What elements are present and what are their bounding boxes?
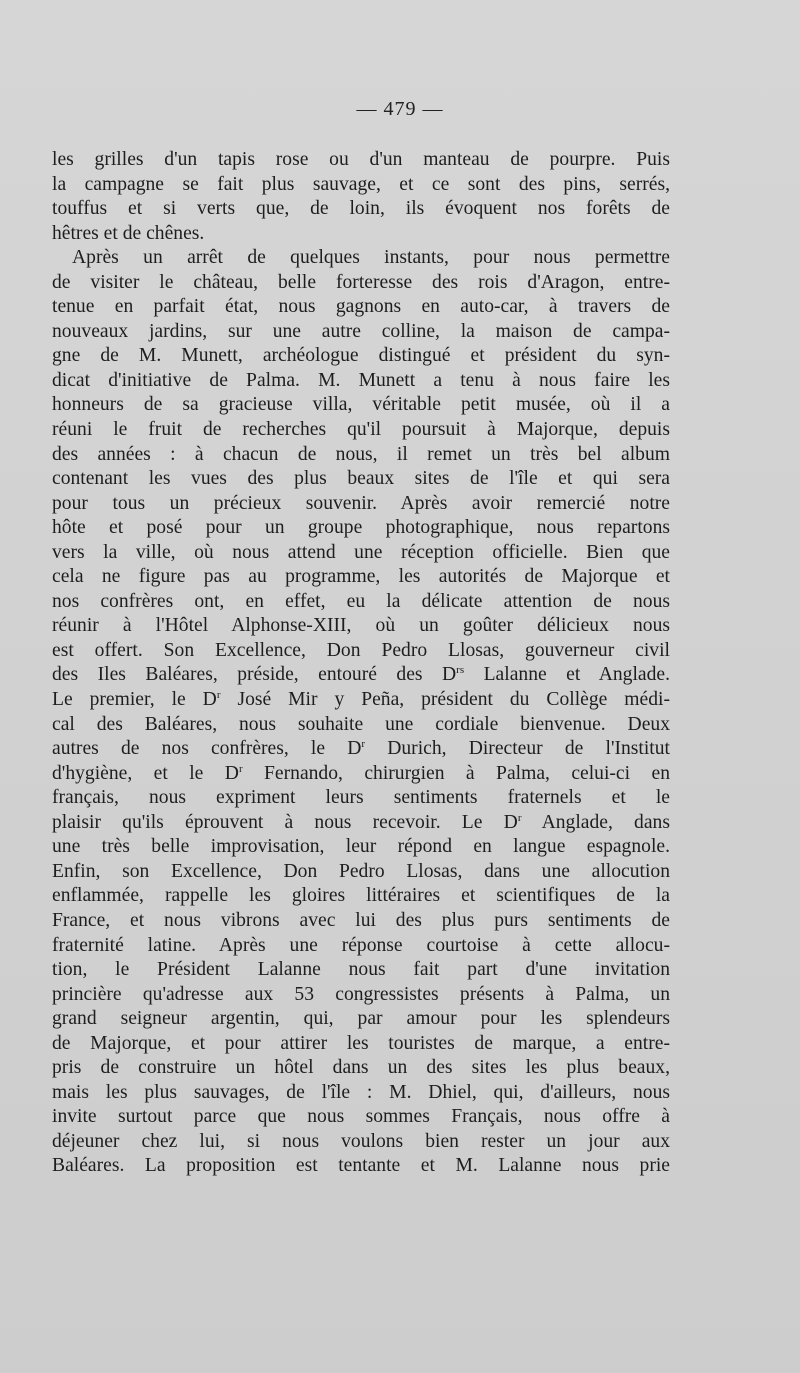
text-line: pris de construire un hôtel dans un des sites les plus beaux, <box>52 1057 670 1079</box>
text-line: de visiter le château, belle forteresse des rois d'Aragon, entre- <box>52 271 670 293</box>
text-line: pour tous un précieux souvenir. Après avoir remercié notre <box>52 492 670 514</box>
text-line: Après un arrêt de quelques instants, pour nous permettre <box>72 247 670 269</box>
text-line: est offert. Son Excellence, Don Pedro Llosas, gouverneur civil <box>52 639 670 661</box>
text-line: nos confrères ont, en effet, eu la délicate attention de nous <box>52 590 670 612</box>
text-line: gne de M. Munett, archéologue distingué et président du syn- <box>52 345 670 367</box>
line-head: Le premier, le D <box>52 689 217 711</box>
text-line: princière qu'adresse aux 53 congressistes présents à Palma, un <box>52 983 670 1005</box>
text-line: cal des Baléares, nous souhaite une cordiale bienvenue. Deux <box>52 713 670 735</box>
text-line: vers la ville, où nous attend une réception officielle. Bien que <box>52 541 670 563</box>
superscript: r <box>238 762 243 775</box>
text-line: invite surtout parce que nous sommes Français, nous offre à <box>52 1106 670 1128</box>
line-head: d'hygiène, et le D <box>52 762 239 784</box>
superscript: r <box>517 811 522 824</box>
line-tail: Fernando, chirurgien à Palma, celui-ci en <box>242 762 670 784</box>
text-line <box>52 737 670 762</box>
text-line <box>52 762 670 787</box>
text-line: nouveaux jardins, sur une autre colline, la maison de campa- <box>52 320 670 342</box>
text-line: une très belle improvisation, leur répond en langue espagnole. <box>52 836 670 858</box>
text-line: cela ne figure pas au programme, les autorités de Majorque et <box>52 566 670 588</box>
text-line: tion, le Président Lalanne nous fait part d'une invitation <box>52 959 670 981</box>
text-line <box>52 663 670 688</box>
text-line: tenue en parfait état, nous gagnons en auto-car, à travers de <box>52 296 670 318</box>
text-line: hôte et posé pour un groupe photographique, nous repartons <box>52 517 670 539</box>
line-head: autres de nos confrères, le D <box>52 738 362 760</box>
superscript: r <box>361 738 366 751</box>
page-number: — 479 — <box>356 98 444 120</box>
text-line: hêtres et de chênes. <box>52 222 205 244</box>
text-line: fraternité latine. Après une réponse courtoise à cette allocu- <box>52 934 670 956</box>
text-line: mais les plus sauvages, de l'île : M. Dhiel, qui, d'ailleurs, nous <box>52 1081 670 1103</box>
paragraph-2 <box>52 246 670 1179</box>
line-tail: Durich, Directeur de l'Institut <box>365 738 670 760</box>
superscript: r <box>216 689 221 702</box>
line-tail: Anglade, dans <box>521 811 670 833</box>
text-line: Enfin, son Excellence, Don Pedro Llosas, dans une allocution <box>52 860 670 882</box>
paragraph-1 <box>52 148 670 246</box>
text-line: réunir à l'Hôtel Alphonse-XIII, où un goûter délicieux nous <box>52 615 670 637</box>
text-line: les grilles d'un tapis rose ou d'un manteau de pourpre. Puis <box>52 149 670 170</box>
text-line: France, et nous vibrons avec lui des plus purs sentiments de <box>52 909 670 931</box>
text-line: dicat d'initiative de Palma. M. Munett a tenu à nous faire les <box>52 369 670 391</box>
text-line: enflammée, rappelle les gloires littéraires et scientifiques de la <box>52 885 670 907</box>
text-line: réuni le fruit de recherches qu'il poursuit à Majorque, depuis <box>52 419 670 441</box>
text-line: touffus et si verts que, de loin, ils évoquent nos forêts de <box>52 198 670 220</box>
text-line: déjeuner chez lui, si nous voulons bien rester un jour aux <box>52 1130 670 1152</box>
text-line: contenant les vues des plus beaux sites de l'île et qui sera <box>52 468 670 490</box>
text-line: honneurs de sa gracieuse villa, véritable petit musée, où il a <box>52 394 670 416</box>
line-tail: José Mir y Peña, président du Collège médi- <box>220 689 670 711</box>
text-line: de Majorque, et pour attirer les touristes de marque, a entre- <box>52 1032 670 1054</box>
text-line: français, nous expriment leurs sentiments fraternels et le <box>52 787 670 809</box>
text-line <box>52 811 670 836</box>
text-line: des années : à chacun de nous, il remet un très bel album <box>52 443 670 465</box>
superscript: rs <box>456 664 465 677</box>
line-head: plaisir qu'ils éprouvent à nous recevoir. Le D <box>52 811 518 833</box>
text-line <box>52 688 670 713</box>
text-line: grand seigneur argentin, qui, par amour pour les splendeurs <box>52 1008 670 1030</box>
line-head: des Iles Baléares, préside, entouré des D <box>52 664 457 686</box>
text-line: Baléares. La proposition est tentante et M. Lalanne nous prie <box>52 1155 670 1177</box>
body-text <box>52 148 670 1179</box>
line-tail: Lalanne et Anglade. <box>464 664 670 686</box>
text-line: la campagne se fait plus sauvage, et ce sont des pins, serrés, <box>52 173 670 195</box>
